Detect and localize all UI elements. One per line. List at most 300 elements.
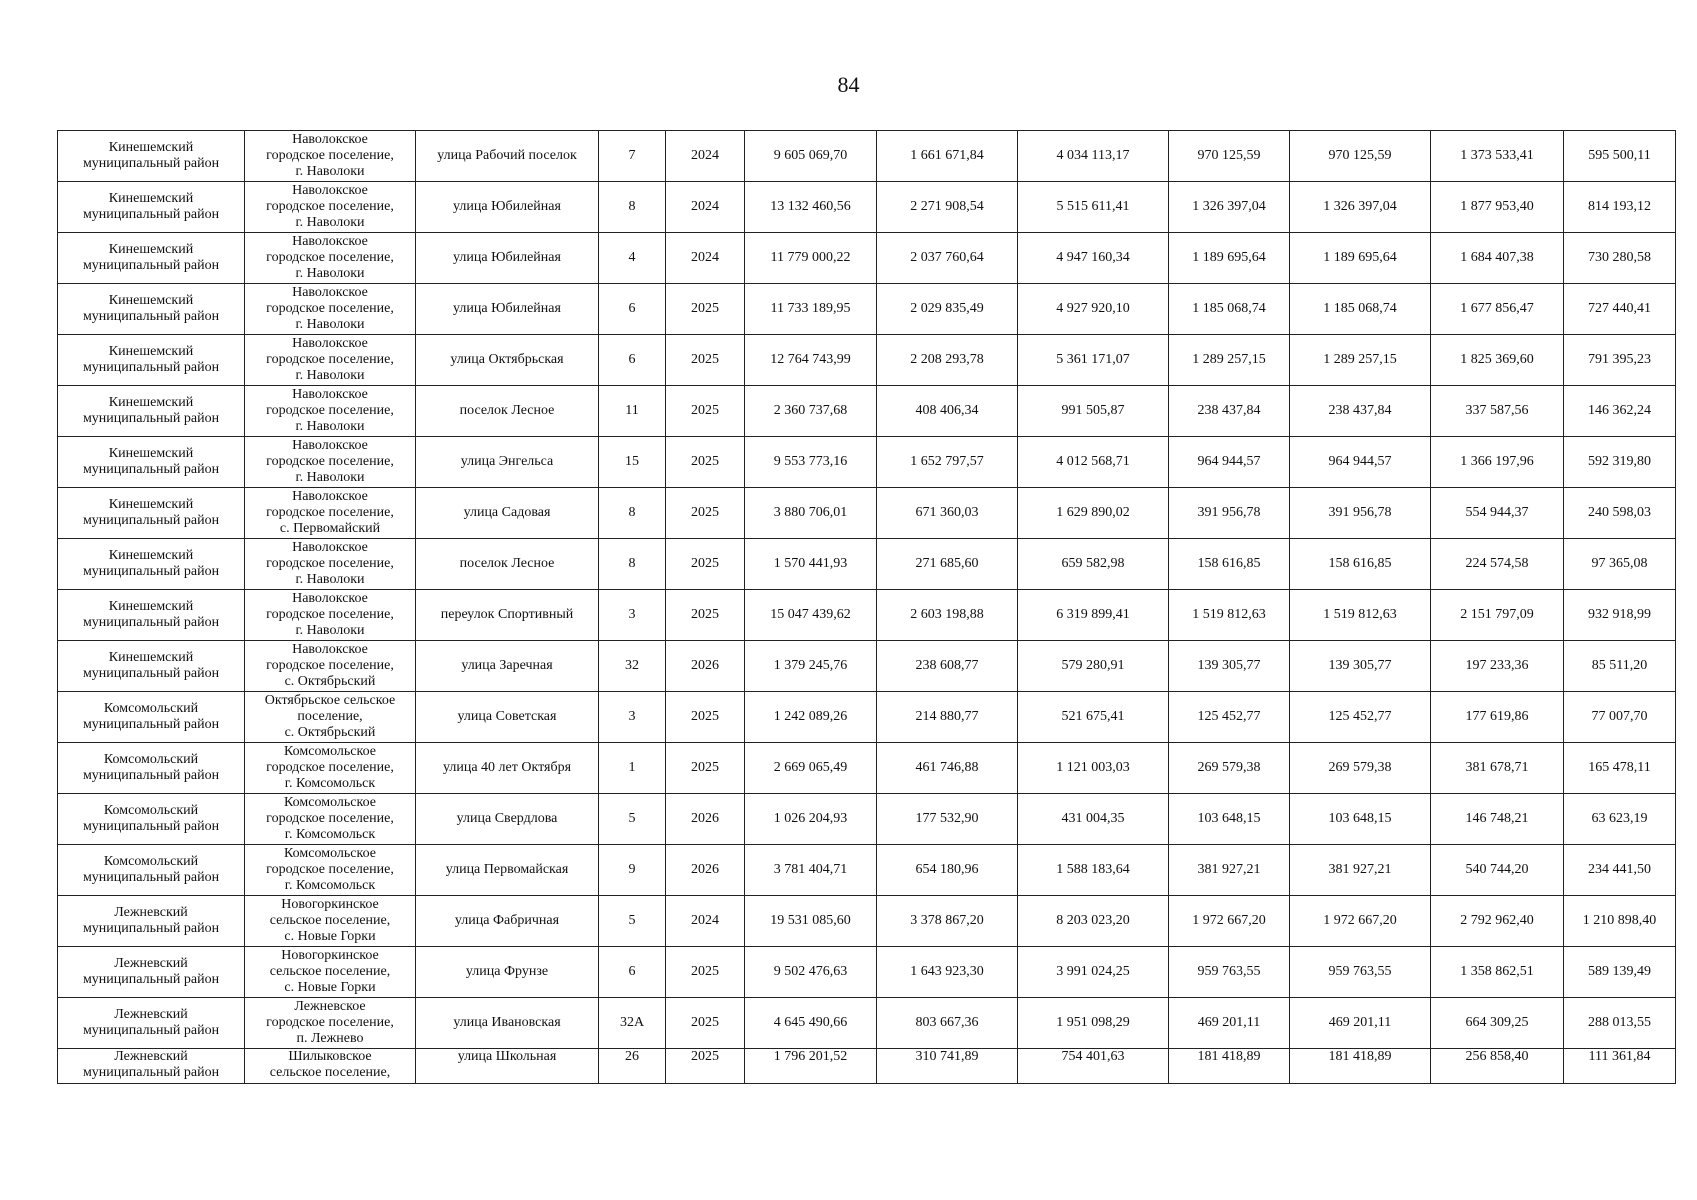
amount-2-cell: 991 505,87 [1018, 386, 1169, 437]
amount-5-cell: 1 877 953,40 [1431, 182, 1564, 233]
amount-1-cell: 2 029 835,49 [877, 284, 1018, 335]
table-row [58, 233, 1676, 284]
amount-6-cell: 730 280,58 [1564, 233, 1676, 284]
settlement-line: Наволокское [292, 132, 368, 147]
amount-3-cell: 269 579,38 [1169, 743, 1290, 794]
district-line: муниципальный район [82, 717, 220, 732]
district-line: муниципальный район [82, 309, 220, 324]
amount-4-cell: 181 418,89 [1290, 1049, 1431, 1084]
district-cell [58, 896, 245, 947]
amount-4-cell: 125 452,77 [1290, 692, 1431, 743]
amount-5-cell: 664 309,25 [1431, 998, 1564, 1049]
total-cost-cell: 3 880 706,01 [745, 488, 877, 539]
total-cost-cell: 19 531 085,60 [745, 896, 877, 947]
settlement-line: г. Наволоки [295, 368, 365, 383]
amount-3-cell: 959 763,55 [1169, 947, 1290, 998]
house-number-cell: 11 [599, 386, 666, 437]
year-cell: 2024 [666, 233, 745, 284]
street-cell: улица Энгельса [416, 437, 599, 488]
amount-4-cell: 139 305,77 [1290, 641, 1431, 692]
amount-3-cell: 238 437,84 [1169, 386, 1290, 437]
settlement-line: г. Наволоки [295, 572, 365, 587]
amount-2-cell: 5 515 611,41 [1018, 182, 1169, 233]
table-row [58, 743, 1676, 794]
amount-4-cell: 959 763,55 [1290, 947, 1431, 998]
amount-3-cell: 1 326 397,04 [1169, 182, 1290, 233]
total-cost-cell: 1 242 089,26 [745, 692, 877, 743]
table-row [58, 488, 1676, 539]
amount-3-cell: 381 927,21 [1169, 845, 1290, 896]
table-row [58, 386, 1676, 437]
table-row [58, 1049, 1676, 1084]
house-number-cell: 8 [599, 182, 666, 233]
amount-6-cell: 77 007,70 [1564, 692, 1676, 743]
amount-5-cell: 2 151 797,09 [1431, 590, 1564, 641]
amount-3-cell: 139 305,77 [1169, 641, 1290, 692]
settlement-line: Шилыковское [288, 1049, 372, 1064]
house-number-cell: 26 [599, 1049, 666, 1084]
street-cell: улица Юбилейная [416, 233, 599, 284]
settlement-line: с. Новые Горки [284, 980, 376, 995]
amount-2-cell: 4 947 160,34 [1018, 233, 1169, 284]
street-cell: улица Садовая [416, 488, 599, 539]
house-number-cell: 8 [599, 539, 666, 590]
district-line: Кинешемский [108, 650, 194, 665]
settlement-line: Новогоркинское [281, 948, 379, 963]
district-line: муниципальный район [82, 666, 220, 681]
settlement-line: сельское поселение, [269, 964, 391, 979]
amount-6-cell: 146 362,24 [1564, 386, 1676, 437]
amount-1-cell: 214 880,77 [877, 692, 1018, 743]
amount-3-cell: 1 185 068,74 [1169, 284, 1290, 335]
settlement-line: Комсомольское [284, 846, 376, 861]
amount-6-cell: 592 319,80 [1564, 437, 1676, 488]
district-line: муниципальный район [82, 207, 220, 222]
amount-6-cell: 97 365,08 [1564, 539, 1676, 590]
settlement-line: г. Комсомольск [284, 878, 376, 893]
settlement-cell [245, 845, 416, 896]
amount-4-cell: 103 648,15 [1290, 794, 1431, 845]
settlement-line: г. Комсомольск [284, 776, 376, 791]
table-row [58, 998, 1676, 1049]
table-row [58, 590, 1676, 641]
settlement-line: Лежневское [294, 999, 366, 1014]
year-cell: 2025 [666, 743, 745, 794]
amount-4-cell: 269 579,38 [1290, 743, 1431, 794]
street-cell: улица Фрунзе [416, 947, 599, 998]
settlement-line: Октябрьское сельское [264, 693, 396, 708]
district-line: муниципальный район [82, 972, 220, 987]
total-cost-cell: 4 645 490,66 [745, 998, 877, 1049]
year-cell: 2025 [666, 998, 745, 1049]
district-line: Кинешемский [108, 395, 194, 410]
settlement-line: Наволокское [292, 591, 368, 606]
total-cost-cell: 3 781 404,71 [745, 845, 877, 896]
year-cell: 2025 [666, 692, 745, 743]
amount-4-cell: 1 289 257,15 [1290, 335, 1431, 386]
district-cell [58, 488, 245, 539]
house-number-cell: 1 [599, 743, 666, 794]
amount-5-cell: 2 792 962,40 [1431, 896, 1564, 947]
amount-4-cell: 1 519 812,63 [1290, 590, 1431, 641]
settlement-cell [245, 641, 416, 692]
amount-1-cell: 408 406,34 [877, 386, 1018, 437]
district-cell [58, 641, 245, 692]
year-cell: 2024 [666, 182, 745, 233]
amount-1-cell: 671 360,03 [877, 488, 1018, 539]
settlement-cell [245, 233, 416, 284]
amount-5-cell: 1 684 407,38 [1431, 233, 1564, 284]
settlement-line: городское поселение, [266, 811, 394, 826]
district-cell [58, 386, 245, 437]
district-line: муниципальный район [82, 258, 220, 273]
amount-2-cell: 1 121 003,03 [1018, 743, 1169, 794]
amount-1-cell: 1 652 797,57 [877, 437, 1018, 488]
street-cell: поселок Лесное [416, 539, 599, 590]
amount-5-cell: 540 744,20 [1431, 845, 1564, 896]
settlement-line: с. Октябрьский [284, 674, 376, 689]
house-number-cell: 5 [599, 896, 666, 947]
house-number-cell: 3 [599, 590, 666, 641]
settlement-cell [245, 437, 416, 488]
house-number-cell: 5 [599, 794, 666, 845]
street-cell: улица Ивановская [416, 998, 599, 1049]
settlement-line: городское поселение, [266, 301, 394, 316]
amount-5-cell: 197 233,36 [1431, 641, 1564, 692]
district-line: Лежневский [114, 1049, 188, 1064]
table-row [58, 539, 1676, 590]
street-cell: улица Юбилейная [416, 284, 599, 335]
amount-2-cell: 431 004,35 [1018, 794, 1169, 845]
district-line: муниципальный район [82, 1065, 220, 1080]
total-cost-cell: 2 669 065,49 [745, 743, 877, 794]
total-cost-cell: 1 379 245,76 [745, 641, 877, 692]
amount-6-cell: 589 139,49 [1564, 947, 1676, 998]
district-line: Лежневский [114, 1007, 188, 1022]
total-cost-cell: 9 605 069,70 [745, 131, 877, 182]
amount-4-cell: 381 927,21 [1290, 845, 1431, 896]
district-line: Кинешемский [108, 344, 194, 359]
settlement-cell [245, 1049, 416, 1084]
amount-5-cell: 146 748,21 [1431, 794, 1564, 845]
settlement-line: городское поселение, [266, 607, 394, 622]
amount-6-cell: 727 440,41 [1564, 284, 1676, 335]
settlement-cell [245, 692, 416, 743]
amount-1-cell: 3 378 867,20 [877, 896, 1018, 947]
amount-5-cell: 1 825 369,60 [1431, 335, 1564, 386]
amount-5-cell: 256 858,40 [1431, 1049, 1564, 1084]
year-cell: 2024 [666, 131, 745, 182]
amount-3-cell: 1 189 695,64 [1169, 233, 1290, 284]
amount-4-cell: 238 437,84 [1290, 386, 1431, 437]
amount-6-cell: 595 500,11 [1564, 131, 1676, 182]
district-line: муниципальный район [82, 819, 220, 834]
settlement-line: Новогоркинское [281, 897, 379, 912]
district-line: Лежневский [114, 956, 188, 971]
amount-6-cell: 932 918,99 [1564, 590, 1676, 641]
table-row [58, 692, 1676, 743]
amount-3-cell: 103 648,15 [1169, 794, 1290, 845]
table-row [58, 437, 1676, 488]
settlement-line: Комсомольское [284, 795, 376, 810]
settlement-line: Наволокское [292, 387, 368, 402]
district-line: муниципальный район [82, 462, 220, 477]
house-number-cell: 3 [599, 692, 666, 743]
house-number-cell: 15 [599, 437, 666, 488]
amount-1-cell: 2 271 908,54 [877, 182, 1018, 233]
amount-3-cell: 1 519 812,63 [1169, 590, 1290, 641]
amount-6-cell: 234 441,50 [1564, 845, 1676, 896]
street-cell: улица Первомайская [416, 845, 599, 896]
settlement-cell [245, 794, 416, 845]
settlement-cell [245, 947, 416, 998]
settlement-line: Комсомольское [284, 744, 376, 759]
settlement-line: г. Наволоки [295, 623, 365, 638]
settlement-line: г. Комсомольск [284, 827, 376, 842]
amount-1-cell: 803 667,36 [877, 998, 1018, 1049]
amount-6-cell: 1 210 898,40 [1564, 896, 1676, 947]
district-line: Комсомольский [103, 803, 199, 818]
settlement-line: Наволокское [292, 183, 368, 198]
district-line: Комсомольский [103, 701, 199, 716]
settlement-cell [245, 284, 416, 335]
table-row [58, 794, 1676, 845]
settlement-line: г. Наволоки [295, 317, 365, 332]
amount-1-cell: 177 532,90 [877, 794, 1018, 845]
table-row [58, 182, 1676, 233]
table-row [58, 947, 1676, 998]
total-cost-cell: 1 570 441,93 [745, 539, 877, 590]
district-line: муниципальный район [82, 921, 220, 936]
table-row [58, 641, 1676, 692]
district-line: муниципальный район [82, 360, 220, 375]
total-cost-cell: 12 764 743,99 [745, 335, 877, 386]
amount-2-cell: 659 582,98 [1018, 539, 1169, 590]
settlement-line: с. Октябрьский [284, 725, 376, 740]
house-number-cell: 6 [599, 335, 666, 386]
district-line: муниципальный район [82, 615, 220, 630]
street-cell: поселок Лесное [416, 386, 599, 437]
district-cell [58, 233, 245, 284]
amount-2-cell: 8 203 023,20 [1018, 896, 1169, 947]
amount-4-cell: 391 956,78 [1290, 488, 1431, 539]
settlement-line: Наволокское [292, 489, 368, 504]
amount-4-cell: 1 972 667,20 [1290, 896, 1431, 947]
settlement-line: сельское поселение, [269, 1065, 391, 1080]
house-number-cell: 8 [599, 488, 666, 539]
amount-1-cell: 310 741,89 [877, 1049, 1018, 1084]
settlement-line: поселение, [297, 709, 363, 724]
street-cell: улица Фабричная [416, 896, 599, 947]
amount-2-cell: 5 361 171,07 [1018, 335, 1169, 386]
house-number-cell: 6 [599, 947, 666, 998]
amount-3-cell: 1 289 257,15 [1169, 335, 1290, 386]
settlement-line: городское поселение, [266, 505, 394, 520]
year-cell: 2026 [666, 641, 745, 692]
settlement-line: п. Лежнево [296, 1031, 364, 1046]
table-body [58, 131, 1676, 1084]
district-cell [58, 335, 245, 386]
district-line: Кинешемский [108, 446, 194, 461]
year-cell: 2025 [666, 590, 745, 641]
table-row [58, 896, 1676, 947]
total-cost-cell: 9 553 773,16 [745, 437, 877, 488]
district-line: Кинешемский [108, 599, 194, 614]
district-line: муниципальный район [82, 564, 220, 579]
amount-3-cell: 391 956,78 [1169, 488, 1290, 539]
amount-4-cell: 469 201,11 [1290, 998, 1431, 1049]
amount-1-cell: 2 603 198,88 [877, 590, 1018, 641]
street-cell: улица Юбилейная [416, 182, 599, 233]
amount-6-cell: 240 598,03 [1564, 488, 1676, 539]
district-line: муниципальный район [82, 768, 220, 783]
settlement-cell [245, 998, 416, 1049]
settlement-line: городское поселение, [266, 556, 394, 571]
district-cell [58, 590, 245, 641]
settlement-line: городское поселение, [266, 199, 394, 214]
district-line: муниципальный район [82, 513, 220, 528]
settlement-line: городское поселение, [266, 862, 394, 877]
amount-2-cell: 1 588 183,64 [1018, 845, 1169, 896]
settlement-line: городское поселение, [266, 403, 394, 418]
amount-1-cell: 2 208 293,78 [877, 335, 1018, 386]
district-line: Кинешемский [108, 548, 194, 563]
year-cell: 2025 [666, 947, 745, 998]
district-line: муниципальный район [82, 1023, 220, 1038]
amount-1-cell: 1 643 923,30 [877, 947, 1018, 998]
settlement-cell [245, 131, 416, 182]
district-cell [58, 284, 245, 335]
amount-6-cell: 165 478,11 [1564, 743, 1676, 794]
district-line: Кинешемский [108, 497, 194, 512]
table-row [58, 284, 1676, 335]
amount-1-cell: 461 746,88 [877, 743, 1018, 794]
settlement-line: городское поселение, [266, 352, 394, 367]
total-cost-cell: 11 733 189,95 [745, 284, 877, 335]
district-line: Кинешемский [108, 191, 194, 206]
district-cell [58, 998, 245, 1049]
settlement-line: г. Наволоки [295, 266, 365, 281]
district-cell [58, 1049, 245, 1084]
settlement-line: Наволокское [292, 285, 368, 300]
amount-1-cell: 238 608,77 [877, 641, 1018, 692]
table-row [58, 335, 1676, 386]
amount-4-cell: 1 189 695,64 [1290, 233, 1431, 284]
house-number-cell: 4 [599, 233, 666, 284]
settlement-line: сельское поселение, [269, 913, 391, 928]
street-cell: улица Рабочий поселок [416, 131, 599, 182]
amount-5-cell: 337 587,56 [1431, 386, 1564, 437]
settlement-cell [245, 335, 416, 386]
district-cell [58, 131, 245, 182]
amount-5-cell: 1 677 856,47 [1431, 284, 1564, 335]
district-line: муниципальный район [82, 411, 220, 426]
amount-6-cell: 288 013,55 [1564, 998, 1676, 1049]
amount-5-cell: 1 366 197,96 [1431, 437, 1564, 488]
amount-2-cell: 1 629 890,02 [1018, 488, 1169, 539]
district-cell [58, 692, 245, 743]
total-cost-cell: 2 360 737,68 [745, 386, 877, 437]
amount-3-cell: 181 418,89 [1169, 1049, 1290, 1084]
amount-1-cell: 271 685,60 [877, 539, 1018, 590]
amount-2-cell: 4 034 113,17 [1018, 131, 1169, 182]
district-cell [58, 743, 245, 794]
year-cell: 2025 [666, 539, 745, 590]
year-cell: 2025 [666, 437, 745, 488]
settlement-cell [245, 590, 416, 641]
settlement-cell [245, 386, 416, 437]
settlement-line: городское поселение, [266, 760, 394, 775]
year-cell: 2025 [666, 284, 745, 335]
district-cell [58, 539, 245, 590]
total-cost-cell: 1 796 201,52 [745, 1049, 877, 1084]
district-cell [58, 845, 245, 896]
amount-2-cell: 754 401,63 [1018, 1049, 1169, 1084]
street-cell: переулок Спортивный [416, 590, 599, 641]
street-cell: улица Октябрьская [416, 335, 599, 386]
amount-2-cell: 579 280,91 [1018, 641, 1169, 692]
table-row [58, 845, 1676, 896]
house-number-cell: 6 [599, 284, 666, 335]
amount-5-cell: 1 373 533,41 [1431, 131, 1564, 182]
amount-5-cell: 177 619,86 [1431, 692, 1564, 743]
settlement-line: Наволокское [292, 540, 368, 555]
amount-6-cell: 85 511,20 [1564, 641, 1676, 692]
district-cell [58, 182, 245, 233]
settlement-line: Наволокское [292, 438, 368, 453]
total-cost-cell: 1 026 204,93 [745, 794, 877, 845]
amount-5-cell: 224 574,58 [1431, 539, 1564, 590]
district-line: Кинешемский [108, 293, 194, 308]
amount-3-cell: 1 972 667,20 [1169, 896, 1290, 947]
amount-1-cell: 1 661 671,84 [877, 131, 1018, 182]
year-cell: 2026 [666, 845, 745, 896]
amount-6-cell: 63 623,19 [1564, 794, 1676, 845]
house-number-cell: 9 [599, 845, 666, 896]
district-line: Комсомольский [103, 752, 199, 767]
district-cell [58, 947, 245, 998]
district-cell [58, 437, 245, 488]
year-cell: 2025 [666, 1049, 745, 1084]
total-cost-cell: 11 779 000,22 [745, 233, 877, 284]
settlement-line: г. Наволоки [295, 164, 365, 179]
settlement-line: городское поселение, [266, 148, 394, 163]
settlement-line: городское поселение, [266, 1015, 394, 1030]
street-cell: улица Советская [416, 692, 599, 743]
total-cost-cell: 13 132 460,56 [745, 182, 877, 233]
settlement-cell [245, 896, 416, 947]
year-cell: 2025 [666, 386, 745, 437]
amount-5-cell: 1 358 862,51 [1431, 947, 1564, 998]
district-line: Кинешемский [108, 140, 194, 155]
settlement-line: г. Наволоки [295, 419, 365, 434]
settlement-cell [245, 539, 416, 590]
amount-6-cell: 791 395,23 [1564, 335, 1676, 386]
amount-4-cell: 964 944,57 [1290, 437, 1431, 488]
settlement-line: Наволокское [292, 234, 368, 249]
amount-1-cell: 654 180,96 [877, 845, 1018, 896]
amount-6-cell: 111 361,84 [1564, 1049, 1676, 1084]
housing-repair-table [57, 130, 1676, 1084]
amount-2-cell: 4 927 920,10 [1018, 284, 1169, 335]
amount-3-cell: 964 944,57 [1169, 437, 1290, 488]
settlement-line: г. Наволоки [295, 215, 365, 230]
house-number-cell: 32А [599, 998, 666, 1049]
amount-2-cell: 4 012 568,71 [1018, 437, 1169, 488]
house-number-cell: 7 [599, 131, 666, 182]
street-cell: улица Школьная [416, 1049, 599, 1084]
total-cost-cell: 15 047 439,62 [745, 590, 877, 641]
